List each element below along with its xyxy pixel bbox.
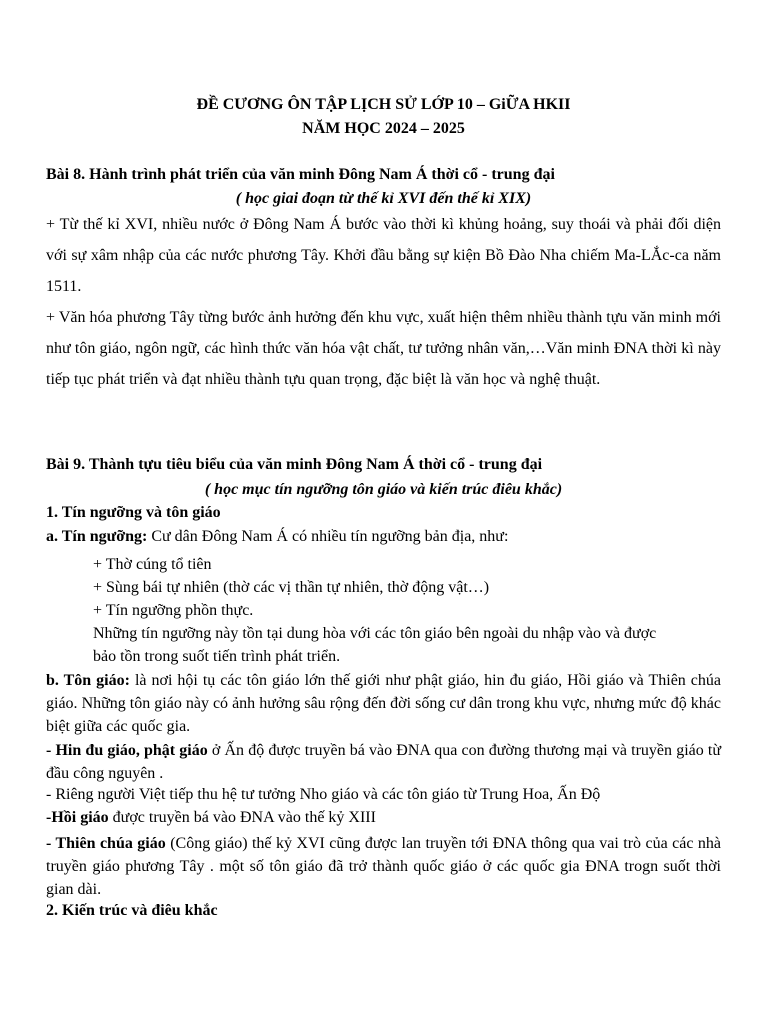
thien-chua-paragraph bbox=[46, 832, 721, 901]
bai9-heading: Bài 9. Thành tựu tiêu biểu của văn minh Đông Nam Á thời cổ - trung đại bbox=[46, 456, 543, 473]
bai8-subheading: ( học giai đoạn từ thế kỉ XVI đến thế kỉ XIX) bbox=[235, 190, 532, 207]
bai8-paragraph-2: + Văn hóa phương Tây từng bước ảnh hưởng đến khu vực, xuất hiện thêm nhiều thành tựu văn minh mới như tôn giáo, ngôn ngữ, các hình thức văn hóa vật chất, tư tưởng nhân văn,…Văn minh ĐNA thời kì này tiếp tục phát triển và đạt nhiều thành tựu quan trọng, đặc biệt là văn học và nghệ thuật. bbox=[46, 309, 721, 388]
thien-chua-label: - Thiên chúa giáo bbox=[46, 835, 166, 852]
list-item: + Tín ngưỡng phồn thực. bbox=[93, 602, 254, 619]
title-line-1: ĐỀ CƯƠNG ÔN TẬP LỊCH SỬ LỚP 10 – GiỮA HKII bbox=[196, 96, 571, 113]
thien-chua-text: (Công giáo) thế kỷ XVI cũng được lan truyền tới ĐNA thông qua vai trò của các nhà truyền giáo phương Tây . một số tôn giáo đã trở thành quốc giáo ở các quốc gia ĐNA trogn suốt thời gian dài. bbox=[46, 835, 721, 898]
hoi-giao-text: được truyền bá vào ĐNA vào thế kỷ XIII bbox=[108, 809, 376, 826]
bai8-heading: Bài 8. Hành trình phát triển của văn minh Đông Nam Á thời cổ - trung đại bbox=[46, 166, 555, 183]
tin-nguong-label: a. Tín ngưỡng: bbox=[46, 528, 148, 545]
ton-giao-label: b. Tôn giáo: bbox=[46, 672, 130, 689]
bai9-subheading: ( học mục tín ngưỡng tôn giáo và kiến trúc điêu khắc) bbox=[204, 481, 563, 498]
document-title bbox=[46, 93, 721, 141]
tin-nguong-text: Cư dân Đông Nam Á có nhiều tín ngưỡng bản địa, như: bbox=[147, 528, 509, 545]
list-item: + Sùng bái tự nhiên (thờ các vị thần tự nhiên, thờ động vật…) bbox=[93, 579, 490, 596]
viet-paragraph: - Riêng người Việt tiếp thu hệ tư tưởng Nho giáo và các tôn giáo từ Trung Hoa, Ấn Độ bbox=[46, 786, 601, 803]
hoi-giao-label: -Hồi giáo bbox=[46, 809, 109, 826]
ton-giao-text: là nơi hội tụ các tôn giáo lớn thế giới như phật giáo, hin đu giáo, Hồi giáo và Thiên chúa giáo. Những tôn giáo này có ảnh hưởng sâu rộng đến đời sống cư dân trong khu vực, nhưng mức độ khác biệt giữa các quốc gia. bbox=[46, 672, 721, 735]
hindu-paragraph bbox=[46, 739, 721, 785]
title-line-2: NĂM HỌC 2024 – 2025 bbox=[302, 120, 465, 137]
hindu-text: ở Ấn độ được truyền bá vào ĐNA qua con đường thương mại và truyền giáo từ đầu công nguyên . bbox=[46, 742, 722, 782]
bai8-paragraph-1: + Từ thế kỉ XVI, nhiều nước ở Đông Nam Á bước vào thời kì khủng hoảng, suy thoái và phải đối diện với sự xâm nhập của các nước phương Tây. Khởi đầu bằng sự kiện Bồ Đào Nha chiếm Ma-LẮc-ca năm 1511. bbox=[46, 216, 721, 295]
ton-giao-paragraph bbox=[46, 669, 721, 738]
section-1-heading: 1. Tín ngưỡng và tôn giáo bbox=[46, 504, 221, 521]
tin-nguong-paragraph bbox=[46, 528, 721, 546]
hindu-label: - Hin đu giáo, phật giáo bbox=[46, 742, 208, 759]
section-2-heading: 2. Kiến trúc và điêu khắc bbox=[46, 902, 218, 919]
hoi-giao-paragraph bbox=[46, 809, 721, 827]
tin-nguong-note: Những tín ngưỡng này tồn tại dung hòa với các tôn giáo bên ngoài du nhập vào và được bảo tồn trong suốt tiến trình phát triển. bbox=[93, 625, 657, 665]
list-item: + Thờ cúng tổ tiên bbox=[93, 556, 212, 573]
